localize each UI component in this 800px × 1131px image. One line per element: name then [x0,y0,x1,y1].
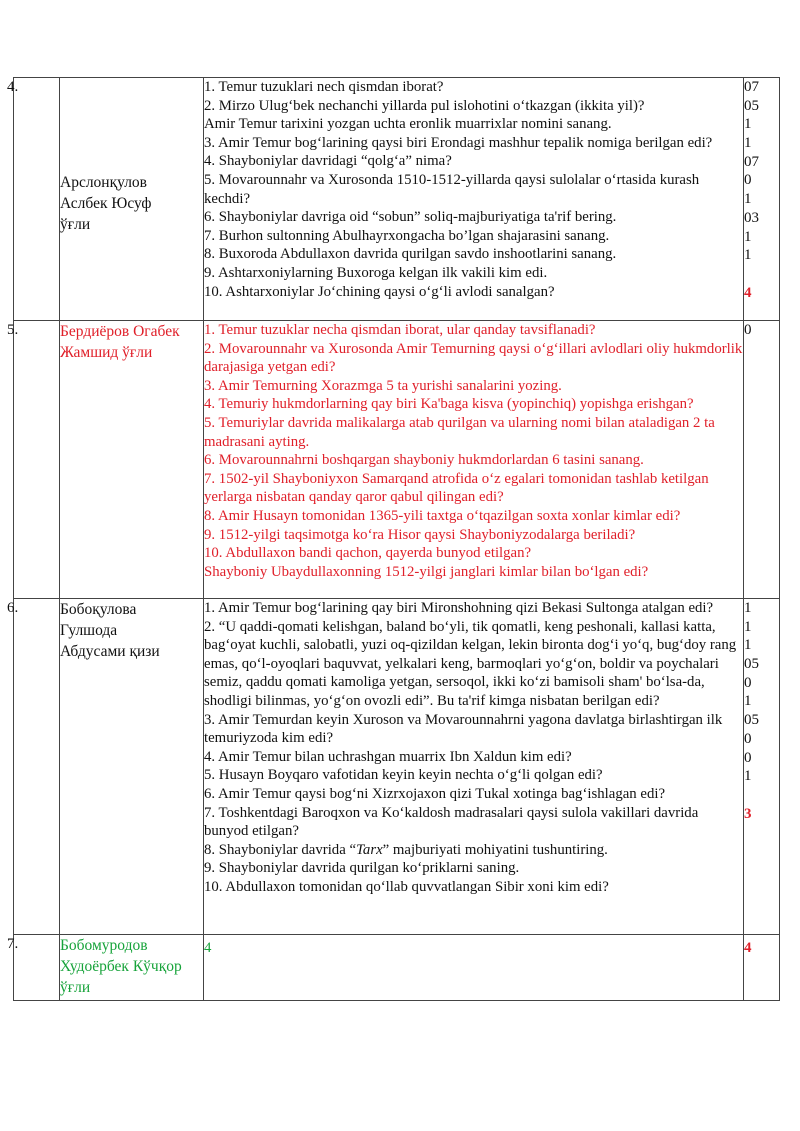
score-total: 4 [744,284,752,301]
question: 7. Toshkentdagi Baroqxon va Ko‘kaldosh madrasalari qaysi sulola vakillari davrida bunyod etilgan? [204,804,699,840]
score-value: 1 [744,247,752,264]
score-value: 07 [744,153,759,170]
question: 1. Temur tuzuklari nech qismdan iborat? [204,79,444,95]
question: 4. Temuriy hukmdorlarning qay biri Ka'baga kisva (yopinchiq) yopishga erishgan? [204,396,694,413]
student-name: Бобомуродов Худоёрбек Кўчқор ўғли [60,935,204,1001]
score-value: 07 [744,79,759,95]
question: 3. Amir Temur bog‘larining qaysi biri Erondagi mashhur tepalik nomiga berilgan edi? [204,134,713,151]
question: 10. Abdullaxon bandi qachon, qayerda bunyod etilgan? [204,545,532,562]
questions-cell [204,78,744,321]
question: 10. Abdullaxon tomonidan qo‘llab quvvatlangan Sibir xoni kim edi? [204,878,609,895]
score-value: 1 [744,135,752,152]
table-row [14,78,780,321]
row-number: 5. [14,321,60,599]
row-number: 6. [14,599,60,935]
question: 5. Husayn Boyqaro vafotidan keyin keyin nechta o‘g‘li qolgan edi? [204,767,603,784]
question: 1. Amir Temur bog‘larining qay biri Mironshohning qizi Bekasi Sultonga atalgan edi? [204,600,714,616]
student-name: Бердиёров Огабек Жамшид ўғли [60,321,204,599]
question: 4. Shayboniylar davridagi “qolg‘a” nima? [204,153,452,170]
score-value [744,786,779,805]
score-value: 0 [744,322,752,338]
score-cell [744,78,780,321]
question: 8. Amir Husayn tomonidan 1365-yili taxtga o‘tqazilgan soxta xonlar kimlar edi? [204,507,681,524]
score-value: 05 [744,97,759,114]
score-cell [744,935,780,1001]
score-value [744,265,779,284]
table-row [14,935,780,1001]
score-total: 3 [744,805,752,822]
score-value: 0 [744,749,752,766]
score-value: 1 [744,768,752,785]
score-value: 1 [744,637,752,654]
score-value: 1 [744,618,752,635]
score-value: 0 [744,674,752,691]
score-cell [744,599,780,935]
score-cell [744,321,780,599]
score-value: 1 [744,693,752,710]
question: 5. Temuriylar davrida malikalarga atab qurilgan va ularning nomi bilan ataladigan 2 ta madrasani ayting. [204,414,715,450]
question: 7. Burhon sultonning Abulhayrxongacha bo’lgan shajarasini sanang. [204,227,610,244]
question: 2. Mirzo Ulug‘bek nechanchi yillarda pul islohotini o‘tkazgan (ikkita yil)? [204,97,645,114]
question: 2. “U qaddi-qomati kelishgan, baland bo‘yli, tik qomatli, keng peshonali, kallasi katta, bag‘oyat kuchli, salobatli, yuzi oq-qizildan kelgan, lekin bironta dog‘i yo‘q, bug‘doy rang emas, qo‘l-oyoqlari baquvvat, yelkalari keng, barmoqlari yo‘g‘on, boldir va poychalari semiz, qaddu qomati kamoliga yetgan, sersoqol, ikki ko‘zi bamisoli sham' bo‘lsa-da, shodligi bilinmas, yo‘g‘on ovozli edi”. Bu ta'rif kimga nisbatan berilgan edi? [204,618,737,709]
question: 1. Temur tuzuklar necha qismdan iborat, ular qanday tavsiflanadi? [204,322,596,338]
question: 8. Buxoroda Abdullaxon davrida qurilgan savdo inshootlarini sanang. [204,246,617,263]
question: 9. 1512-yilgi taqsimotga ko‘ra Hisor qaysi Shayboniyzodalarga beriladi? [204,526,636,543]
question: 9. Ashtarxoniylarning Buxoroga kelgan ilk vakili kim edi. [204,264,548,281]
question: 3. Amir Temurning Xorazmga 5 ta yurishi sanalarini yozing. [204,377,562,394]
score-value: 1 [744,191,752,208]
score-value: 05 [744,656,759,673]
score-total: 4 [744,940,752,956]
score-value: 03 [744,209,759,226]
question: 2. Movarounnahr va Xurosonda Amir Temurning qaysi o‘g‘illari avlodlari oliy hukmdorlik darajasiga yetgan edi? [204,340,743,376]
question: 8. Shayboniylar davrida “Tarx” majburiyati mohiyatini tushuntiring. [204,841,608,858]
score-value: 1 [744,116,752,133]
question: 7. 1502-yil Shayboniyxon Samarqand atrofida o‘z egalari tomonidan tashlab ketilgan yerlarga nisbatan qanday qaror qabul qilingan edi? [204,470,709,506]
student-name: Арслонқулов Аслбек Юсуф ўғли [60,78,204,321]
table-row [14,321,780,599]
student-name: Бобоқулова Гулшода Абдусами қизи [60,599,204,935]
score-value: 1 [744,600,752,616]
row-number: 7. [14,935,60,1001]
question: 4. Amir Temur bilan uchrashgan muarrix Ibn Xaldun kim edi? [204,748,572,765]
score-value: 05 [744,712,759,729]
questions-cell [204,599,744,935]
question: 6. Movarounnahrni boshqargan shayboniy hukmdorlardan 6 tasini sanang. [204,452,644,469]
question: 6. Amir Temur qaysi bog‘ni Xizrxojaxon qizi Tukal xotinga bag‘ishlagan edi? [204,785,666,802]
grades-table [7,77,780,1001]
question: 3. Amir Temurdan keyin Xuroson va Movarounnahrni yagona davlatga birlashtirgan ilk temuriyzoda kim edi? [204,711,723,747]
question: 4 [204,940,212,956]
score-value: 0 [744,730,752,747]
questions-cell [204,321,744,599]
question: 10. Ashtarxoniylar Jo‘chining qaysi o‘g‘li avlodi sanalgan? [204,283,555,300]
question: 9. Shayboniylar davrida qurilgan ko‘priklarni saning. [204,860,520,877]
question: Amir Temur tarixini yozgan uchta eronlik muarrixlar nomini sanang. [204,116,612,133]
question: Shayboniy Ubaydullaxonning 1512-yilgi janglari kimlar bilan bo‘lgan edi? [204,563,649,580]
score-value: 1 [744,228,752,245]
question: 5. Movarounnahr va Xurosonda 1510-1512-yillarda qaysi sulolalar o‘rtasida kurash kechdi? [204,171,700,207]
questions-cell [204,935,744,1001]
row-number: 4. [14,78,60,321]
table-row [14,599,780,935]
question: 6. Shayboniylar davriga oid “sobun” soliq-majburiyatiga ta'rif bering. [204,209,617,226]
score-value: 0 [744,172,752,189]
term-italic: Tarx [356,841,383,858]
